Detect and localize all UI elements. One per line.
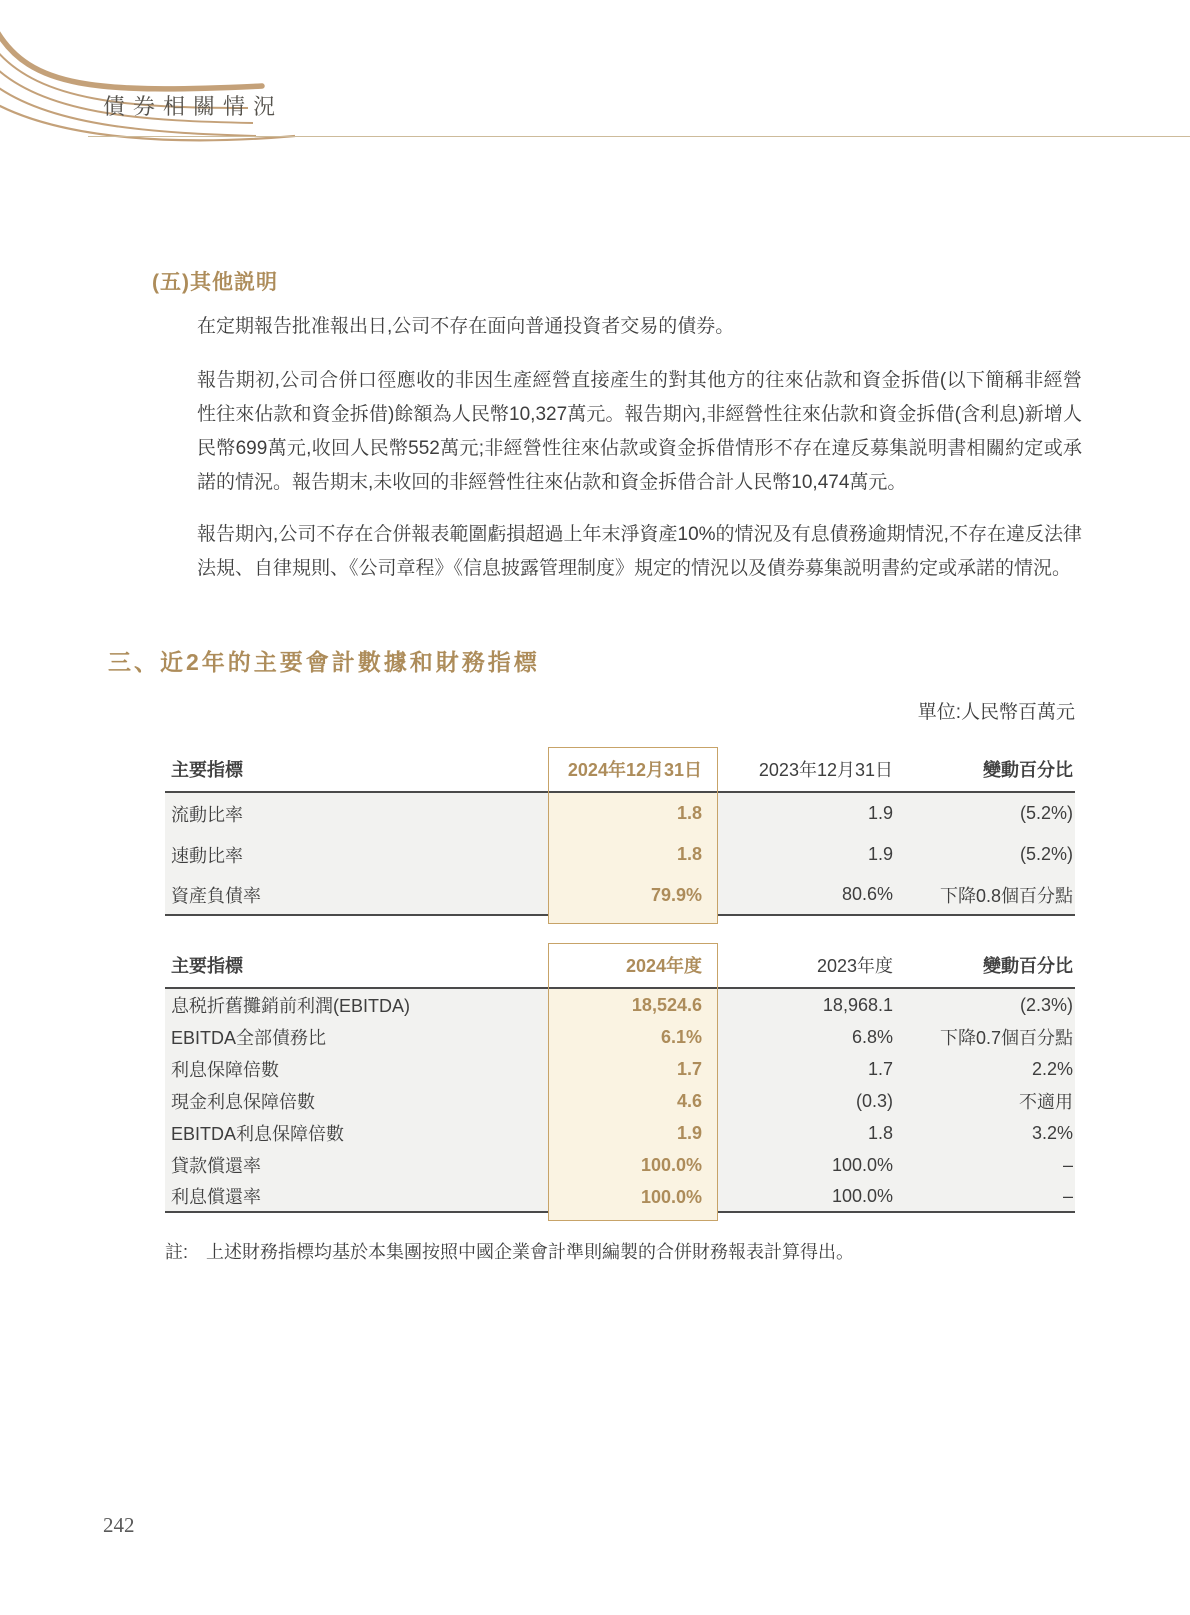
value-change: 不適用 <box>897 1085 1075 1117</box>
value-change: (5.2%) <box>897 793 1075 834</box>
value-2023: (0.3) <box>718 1085 897 1117</box>
table-row <box>165 1181 1075 1213</box>
value-2024: 79.9% <box>548 875 718 916</box>
value-2023: 1.9 <box>718 793 897 834</box>
table-annual-indicators <box>165 943 1075 1213</box>
value-change: 3.2% <box>897 1117 1075 1149</box>
row-label: 貸款償還率 <box>165 1149 548 1181</box>
row-label: 資產負債率 <box>165 875 548 916</box>
column-header-2024: 2024年度 <box>625 956 702 976</box>
table-row <box>165 1117 1075 1149</box>
column-header-2023: 2023年度 <box>816 956 893 976</box>
value-2023: 18,968.1 <box>718 989 897 1021</box>
row-label: 息税折舊攤銷前利潤(EBITDA) <box>165 989 548 1021</box>
value-change: 下降0.8個百分點 <box>897 875 1075 916</box>
value-2023: 1.9 <box>718 834 897 875</box>
value-2024: 1.8 <box>548 793 718 834</box>
paragraph-bond-statement: 在定期報告批准報出日,公司不存在面向普通投資者交易的債券。 <box>197 316 735 337</box>
column-header-2024: 2024年12月31日 <box>567 760 702 780</box>
table-row <box>165 875 1075 916</box>
column-header-indicator: 主要指標 <box>171 956 243 976</box>
row-label: EBITDA全部債務比 <box>165 1021 548 1053</box>
page-number: 242 <box>103 1513 135 1537</box>
unit-label: 單位:人民幣百萬元 <box>917 702 1075 723</box>
value-2023: 100.0% <box>718 1149 897 1181</box>
table-row <box>165 1085 1075 1117</box>
table-row <box>165 793 1075 834</box>
value-change: (5.2%) <box>897 834 1075 875</box>
column-header-change: 變動百分比 <box>983 760 1073 780</box>
value-change: 2.2% <box>897 1053 1075 1085</box>
footnote-label: 註: <box>165 1242 189 1262</box>
highlight-column-foot <box>549 915 717 924</box>
page-title: 債券相關情況 <box>103 94 284 119</box>
value-2024: 18,524.6 <box>548 989 718 1021</box>
paragraph-non-operating-loans: 報告期初,公司合併口徑應收的非因生產經營直接產生的對其他方的往來佔款和資金拆借(以下簡稱非經營性往來佔款和資金拆借)餘額為人民幣10,327萬元。報告期內,非經營性往來佔款和資金拆借(含利息)新增人民幣699萬元,收回人民幣552萬元;非經營性往來佔款或資金拆借情形不存在違反募集説明書相關約定或承諾的情況。報告期末,未收回的非經營性往來佔款和資金拆借合計人民幣10,474萬元。 <box>197 370 1082 493</box>
value-2023: 1.7 <box>718 1053 897 1085</box>
paragraph-compliance-statement: 報告期內,公司不存在合併報表範圍虧損超過上年末淨資產10%的情況及有息債務逾期情況,不存在違反法律法規、自律規則、《公司章程》《信息披露管理制度》規定的情況以及債券募集説明書約定或承諾的情況。 <box>197 524 1082 579</box>
header-divider <box>88 136 1190 137</box>
table-balance-ratios <box>165 747 1075 916</box>
row-label: 現金利息保障倍數 <box>165 1085 548 1117</box>
subsection-heading-other-notes: (五)其他説明 <box>152 271 278 294</box>
column-header-indicator: 主要指標 <box>171 760 243 780</box>
value-2024: 100.0% <box>548 1149 718 1181</box>
value-2024: 1.9 <box>548 1117 718 1149</box>
value-2024: 4.6 <box>548 1085 718 1117</box>
table-header-row <box>165 747 1075 793</box>
table-row <box>165 989 1075 1021</box>
table-row <box>165 1053 1075 1085</box>
value-change: (2.3%) <box>897 989 1075 1021</box>
value-2023: 6.8% <box>718 1021 897 1053</box>
column-header-2023: 2023年12月31日 <box>758 760 893 780</box>
row-label: 流動比率 <box>165 793 548 834</box>
column-header-change: 變動百分比 <box>983 956 1073 976</box>
footnote-text: 上述財務指標均基於本集團按照中國企業會計準則編製的合併財務報表計算得出。 <box>206 1242 855 1262</box>
value-2023: 100.0% <box>718 1181 897 1213</box>
table-row <box>165 834 1075 875</box>
table-header-row <box>165 943 1075 989</box>
table-row <box>165 1149 1075 1181</box>
section-heading-key-indicators: 三、近2年的主要會計數據和財務指標 <box>108 649 540 675</box>
row-label: 利息保障倍數 <box>165 1053 548 1085</box>
highlight-column-foot <box>549 1212 717 1221</box>
row-label: 速動比率 <box>165 834 548 875</box>
value-change: – <box>897 1181 1075 1213</box>
footnote <box>165 1238 1080 1264</box>
value-2024: 100.0% <box>548 1181 718 1213</box>
row-label: 利息償還率 <box>165 1181 548 1213</box>
value-2023: 80.6% <box>718 875 897 916</box>
value-change: 下降0.7個百分點 <box>897 1021 1075 1053</box>
value-2024: 1.7 <box>548 1053 718 1085</box>
value-2023: 1.8 <box>718 1117 897 1149</box>
row-label: EBITDA利息保障倍數 <box>165 1117 548 1149</box>
value-change: – <box>897 1149 1075 1181</box>
table-row <box>165 1021 1075 1053</box>
value-2024: 1.8 <box>548 834 718 875</box>
value-2024: 6.1% <box>548 1021 718 1053</box>
